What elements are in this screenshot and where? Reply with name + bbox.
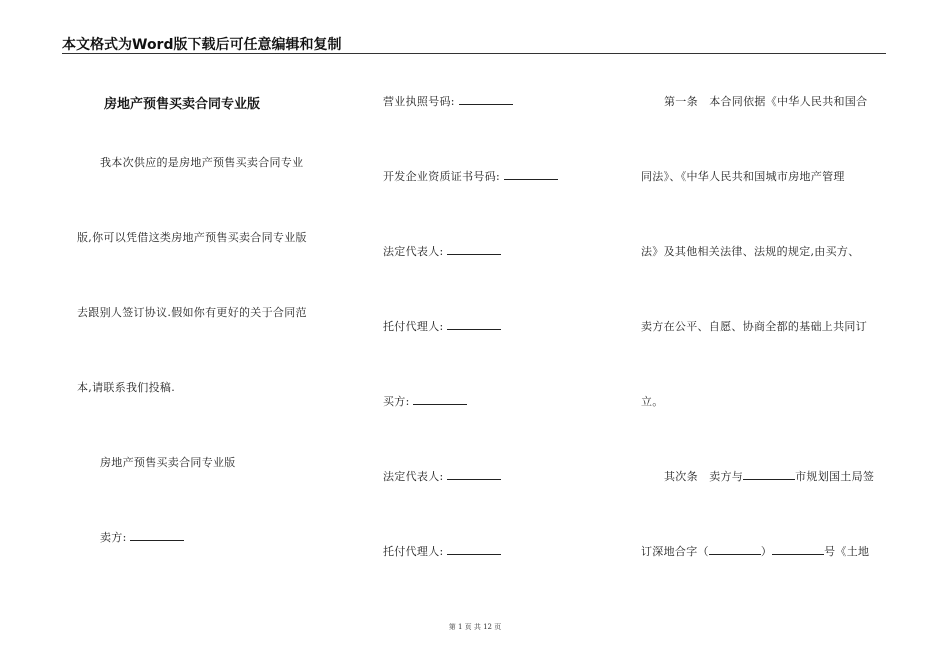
buyer-label: 买方: <box>383 395 410 408</box>
article1-line-2: 同法》、《中华人民共和国城市房地产管理 <box>641 170 845 183</box>
buyer-agent-field <box>383 543 501 559</box>
business-license-field <box>383 93 513 109</box>
business-license-label: 营业执照号码: <box>383 95 455 108</box>
seller-label: 卖方: <box>100 531 127 544</box>
intro-line-4: 本,请联系我们投稿. <box>77 381 175 394</box>
land-contract-number-blank[interactable] <box>772 544 824 555</box>
buyer-representative-blank[interactable] <box>447 469 501 480</box>
article1-line-3: 法》及其他相关法律、法规的规定,由买方、 <box>641 245 860 258</box>
article2-text-d: ） <box>760 545 773 558</box>
article1-line-1: 第一条 本合同依据《中华人民共和国合 <box>664 95 868 108</box>
article1-line-5: 立。 <box>641 395 664 408</box>
article2-line-2 <box>641 543 869 559</box>
page-number: 第 1 页 共 12 页 <box>448 623 502 631</box>
buyer-agent-label: 托付代理人: <box>383 545 444 558</box>
intro-line-1: 我本次供应的是房地产预售买卖合同专业 <box>100 156 304 169</box>
qualification-blank[interactable] <box>504 169 558 180</box>
contract-title: 房地产预售买卖合同专业版 <box>104 97 261 112</box>
qualification-field <box>383 168 558 184</box>
article2-text-e: 号《土地 <box>824 545 870 558</box>
article1-line-4: 卖方在公平、自愿、协商全都的基础上共同订 <box>641 320 867 333</box>
buyer-agent-blank[interactable] <box>447 544 501 555</box>
seller-agent-label: 托付代理人: <box>383 320 444 333</box>
seller-representative-blank[interactable] <box>447 244 501 255</box>
seller-field <box>100 529 184 545</box>
buyer-blank[interactable] <box>413 394 467 405</box>
article2-text-b: 市规划国土局签 <box>795 470 875 483</box>
article2-seller-blank[interactable] <box>743 469 795 480</box>
header-divider <box>62 53 886 54</box>
article2-line-1 <box>664 468 874 484</box>
business-license-blank[interactable] <box>459 94 513 105</box>
land-contract-year-blank[interactable] <box>709 544 761 555</box>
article2-text-c: 订深地合字（ <box>641 545 709 558</box>
intro-line-3: 去跟别人签订协议.假如你有更好的关于合同范 <box>77 306 307 319</box>
buyer-representative-label: 法定代表人: <box>383 470 444 483</box>
contract-subtitle: 房地产预售买卖合同专业版 <box>100 456 236 469</box>
article2-text-a: 其次条 卖方与 <box>664 470 744 483</box>
seller-representative-field <box>383 243 501 259</box>
seller-blank[interactable] <box>130 530 184 541</box>
buyer-field <box>383 393 467 409</box>
document-header: 本文格式为Word版下载后可任意编辑和复制 <box>62 37 342 53</box>
intro-line-2: 版,你可以凭借这类房地产预售买卖合同专业版 <box>77 231 307 244</box>
seller-agent-blank[interactable] <box>447 319 501 330</box>
seller-agent-field <box>383 318 501 334</box>
seller-representative-label: 法定代表人: <box>383 245 444 258</box>
buyer-representative-field <box>383 468 501 484</box>
qualification-label: 开发企业资质证书号码: <box>383 170 501 183</box>
